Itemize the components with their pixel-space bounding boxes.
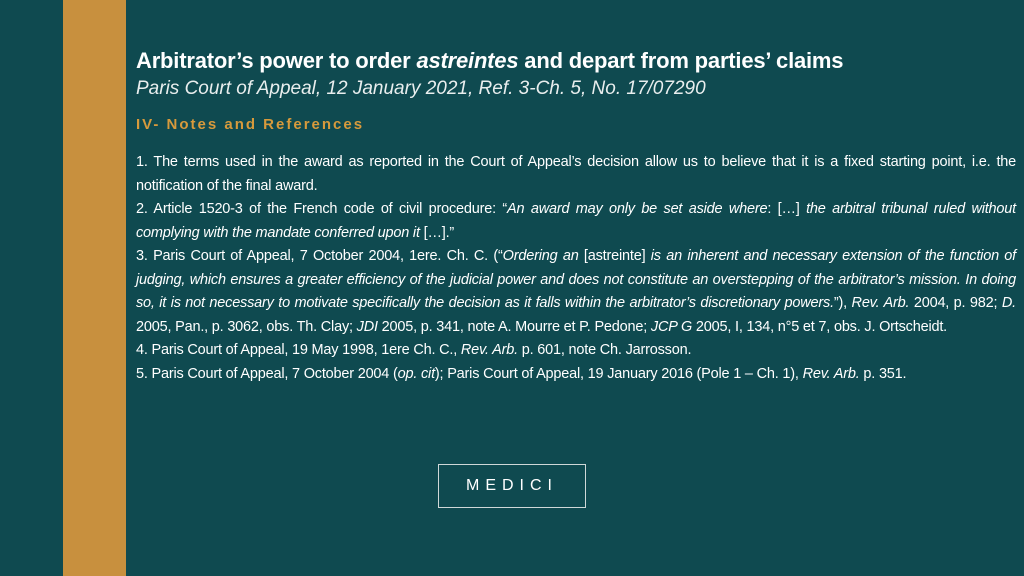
note-quote: An award may only be set aside where [507,201,768,217]
note-3 [136,245,1016,339]
note-text: 4. Paris Court of Appeal, 19 May 1998, 1ere Ch. C., [136,342,461,358]
note-4 [136,339,1016,363]
note-text: ); Paris Court of Appeal, 19 January 2016 (Pole 1 – Ch. 1), [434,365,803,382]
note-text: 2004, p. 982; [909,295,1002,311]
slide-title [136,46,1016,76]
slide-subtitle: Paris Court of Appeal, 12 January 2021, Ref. 3-Ch. 5, No. 17/07290 [136,78,706,99]
title-italic: astreintes [416,48,519,73]
note-text: 5. Paris Court of Appeal, 7 October 2004 ( [136,365,398,382]
journal-name: Rev. Arb. [802,365,860,382]
note-text: 2. Article 1520-3 of the French code of civil procedure: “ [136,201,508,217]
note-1 [136,151,1016,198]
journal-name: JDI [356,318,378,335]
note-text: 2005, I, 134, n°5 et 7, obs. J. Ortscheidt. [692,318,948,335]
note-text: p. 351. [859,365,907,382]
notes-list [136,151,1016,386]
journal-name: D. [1001,295,1016,311]
note-text: 1. The terms used in the award as reported in the Court of Appeal’s decision allow us to believe that it is a fixed starting point, i.e. the notification of the final award. [136,154,1016,194]
note-text: 3. Paris Court of Appeal, 7 October 2004, 1ere. Ch. C. (“ [136,248,503,264]
note-text: p. 601, note Ch. Jarrosson. [517,342,692,358]
note-5 [136,363,1016,387]
journal-name: Rev. Arb. [460,342,518,358]
slide-content [136,46,1016,386]
journal-name: JCP G [650,318,693,335]
note-2 [136,198,1016,245]
title-text: Arbitrator’s power to order [136,48,417,73]
note-text: ”), [833,295,852,311]
note-quote: op. cit [397,365,435,382]
note-quote: the arbitral tribunal ruled without complying with the mandate conferred upon it [136,201,1016,241]
note-quote: Ordering an [502,248,579,264]
medici-logo: MEDICI [438,464,586,508]
note-text: [astreinte] [578,248,651,264]
journal-name: Rev. Arb. [851,295,910,311]
section-heading: IV- Notes and References [136,116,365,133]
note-text: : […] [767,201,807,217]
note-text: 2005, Pan., p. 3062, obs. Th. Clay; [136,318,357,335]
note-text: 2005, p. 341, note A. Mourre et P. Pedone; [377,318,651,335]
note-text: […].” [419,224,455,241]
note-quote: is an inherent and necessary extension of the function of judging, which ensures a greater efficiency of the judicial power and does not constitute an overstepping of the arbitrator’s mission. In doing so, it is not necessary to motivate specifically the decision as it falls within the arbitrator’s discretionary powers. [136,248,1016,311]
accent-bar [63,0,126,576]
title-text-end: and depart from parties’ claims [518,48,844,73]
